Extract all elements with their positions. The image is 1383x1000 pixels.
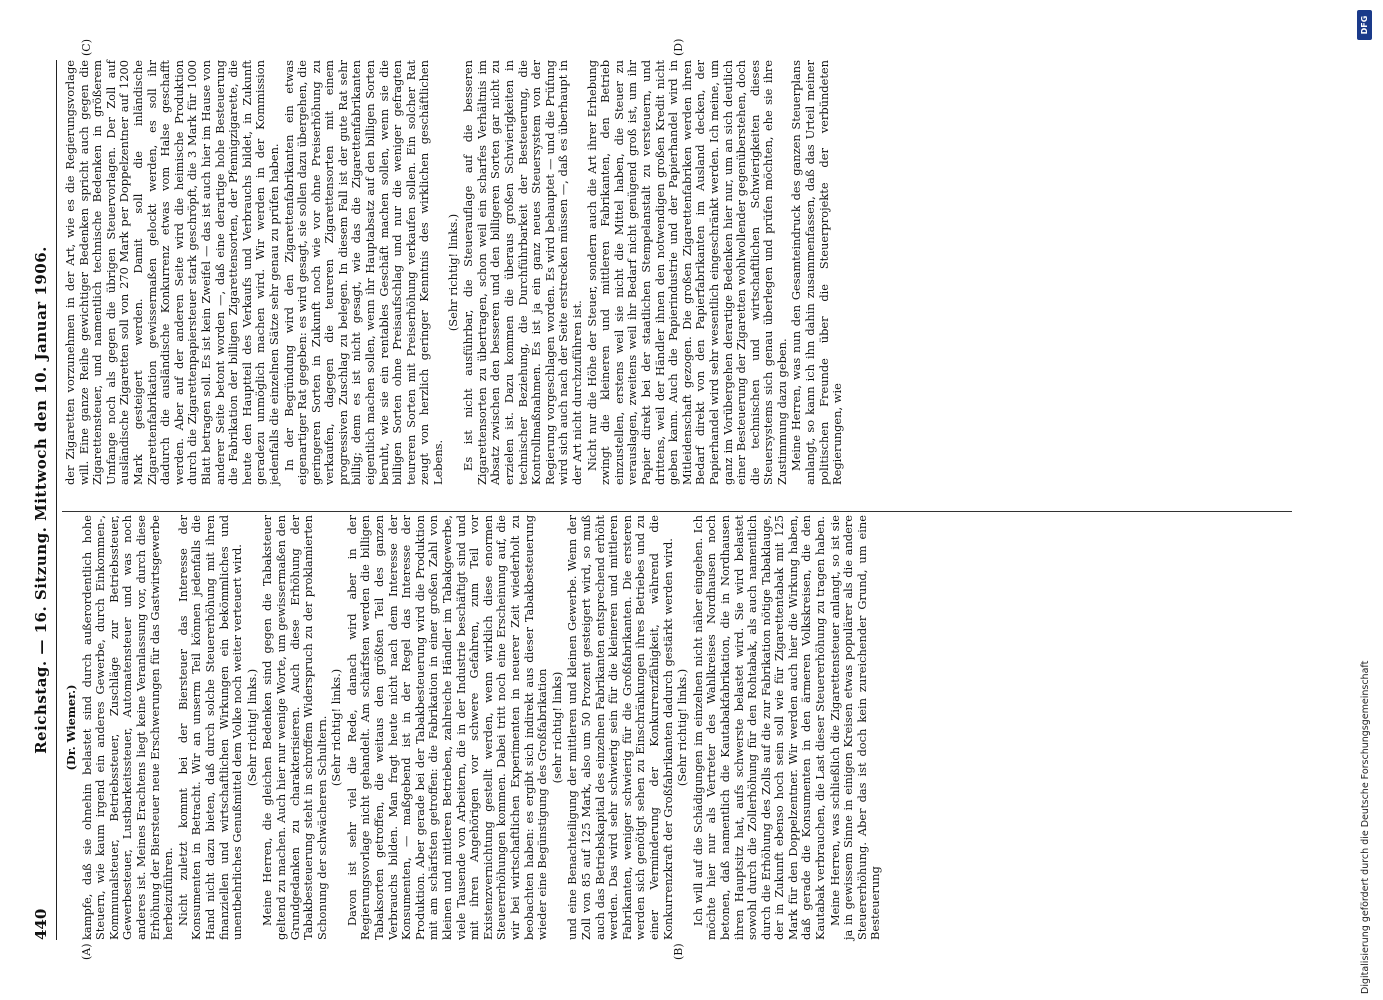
dfg-logo: DFG xyxy=(1357,10,1372,40)
interjection: (Sehr richtig! links.) xyxy=(675,668,690,787)
interjection: (Sehr richtig! links.) xyxy=(244,668,259,787)
header-rule xyxy=(56,60,57,940)
footer xyxy=(1355,0,1377,1000)
left-column xyxy=(64,515,884,940)
column-divider xyxy=(62,511,1292,512)
paragraph: Nicht zuletzt kommt bei der Biersteuer das Interesse der Konsumenten in Betracht. Wir an unserm Teil können jedenfalls die Hand nicht dazu bieten, daß durch solche Steuererhöhung mit ihren finanziellen und wirtschaftlichen Wirkungen ein bekömmliches und unentbehrliches Genußmittel dem Volke noch weiter verteuert wird. xyxy=(175,515,245,940)
paragraph: Meine Herren, was schließlich die Zigarettensteuer anlangt, so ist sie ja in gewissem Sinne in einigen Kreisen etwas populärer als die andere Steuererhöhung. Aber das ist doch kein zureichender Grund, um eine Besteuerung xyxy=(827,515,883,940)
paragraph: der Zigaretten vorzunehmen in der Art, wie es die Regierungsvorlage will. Eine ganze Reihe gewichtiger Bedenken spricht auch gegen die Zigarettensteuer, und namentlich technische Bedenken in größerem Umfange noch als gegen die übrigen Steuervorlagen. Der Zoll auf ausländische Zigaretten soll von 270 Mark per Doppelzentner auf 1200 Mark gesteigert werden. Damit soll die inländische Zigarettenfabrikation gewissermaßen gelockt werden, es soll ihr dadurch die ausländische Konkurrenz etwas vom Halse geschafft werden. Aber auf der anderen Seite wird die heimische Produktion durch die Zigarettenpapiersteuer stark geschröpft, die 3 Mark für 1000 Blatt betragen soll. Es ist kein Zweifel — das ist auch hier im Hause von anderer Seite betont worden —, daß eine derartige hohe Besteuerung die Fabrikation der billigen Zigarettensorten, der Pfennigzigarette, die heute den Hauptteil des Verkaufs und Verbrauchs bildet, in Zukunft geradezu unmöglich machen wird. Wir werden in der Kommission jedenfalls die einzelnen Sätze sehr genau zu prüfen haben. xyxy=(63,60,281,485)
speaker-name: (Dr. Wiemer.) xyxy=(64,684,78,771)
interjection: (Sehr richtig! links.) xyxy=(445,213,460,332)
margin-mark-b: (B) xyxy=(672,943,685,960)
paragraph: In der Begründung wird den Zigarettenfabrikanten ein etwas eigenartiger Rat gegeben: es wird gesagt, sie sollen dazu übergehen, die geringeren Sorten in Zukunft noch wie vor ohne Preiserhöhung zu verkaufen, dagegen die teureren Zigarettensorten mit einem progressiven Zuschlag zu belegen. In diesem Fall ist der gute Rat sehr billig; denn es ist nicht gesagt, wie das die Zigarettenfabrikanten eigentlich machen sollen, wenn ihr Hauptabsatz auf den billigen Sorten beruht, wie sie ein rentables Geschäft machen sollen, wenn sie die billigen Sorten ohne Preisaufschlag und nur die weniger gefragten teureren Sorten mit Preiserhöhung verkaufen sollen. Ein solcher Rat zeugt von herzlich geringer Kenntnis des wirklichen geschäftlichen Lebens. xyxy=(281,60,446,485)
page-number: 440 xyxy=(32,908,50,940)
right-column xyxy=(64,60,846,485)
margin-mark-d: (D) xyxy=(672,38,685,56)
digitization-credit: Digitalisierung gefördert durch die Deutsche Forschungsgemeinschaft xyxy=(1360,660,1371,994)
paragraph: Meine Herren, was nun den Gesamteindruck des ganzen Steuerplans anlangt, so kann ich ihn dahin zusammenfassen, daß das Urteil meiner politischen Freunde über die Steuerprojekte der verbündeten Regierungen, wie xyxy=(789,60,845,485)
page-header xyxy=(30,60,56,940)
paragraph: Es ist nicht ausführbar, die Steuerauflage auf die besseren Zigarettensorten zu übertragen, schon weil ein scharfes Verhältnis im Absatz zwischen den besseren und den billigeren Sorten gar nicht zu erzielen ist. Dazu kommen die überaus großen Schwierigkeiten in technischer Beziehung, die Durchführbarkeit der Besteuerung, die Kontrollmaßnahmen. Es ist ja ein ganz neues Steuersystem von der Regierung vorgeschlagen worden. Es wird behauptet — und die Prüfung wird sich auch nach der Seite erstrecken müssen —, daß es überhaupt in der Art nicht durchzuführen ist. xyxy=(461,60,584,485)
margin-mark-c: (C) xyxy=(80,39,93,56)
interjection: (Sehr richtig! links.) xyxy=(329,668,344,787)
interjection: (sehr richtig! links) xyxy=(549,671,564,784)
margin-mark-a: (A) xyxy=(80,943,93,960)
paragraph: Meine Herren, die gleichen Bedenken sind gegen die Tabaksteuer geltend zu machen. Auch hier nur wenige Worte, um gewissermaßen den Grundgedanken zu charakterisieren. Auch diese Erhöhung der Tabakbesteuerung steht in schroffem Widerspruch zu der proklamierten Schonung der schwächeren Schultern. xyxy=(260,515,329,940)
paragraph: Davon ist sehr viel die Rede, danach wird aber in der Regierungsvorlage nicht gehandelt. Am schärfsten werden die billigen Tabaksorten getroffen, die weitaus den größten Teil des ganzen Verbrauchs bilden. Man fragt heute nicht nach dem Interesse der Konsumenten, — maßgebend ist in der Regel das Interesse der Produktion. Aber gerade bei der Tabakbesteuerung wird die Produktion mit am schärfsten getroffen: die Fabrikation in einer großen Zahl von kleinen und mittleren Betrieben, zahlreiche Händler im Tabakgewerbe, viele Tausende von Arbeitern, die in der Industrie beschäftigt sind und mit ihren Angehörigen vor schwere Gefahren, zum Teil vor Existenzvernichtung gestellt werden, wenn wirklich diese enormen Steuererhöhungen kommen. Dabei tritt noch eine Erscheinung auf, die wir bei wirtschaftlichen Experimenten in neuerer Zeit wiederholt zu beobachten haben: es ergibt sich indirekt aus dieser Tabakbesteuerung wieder eine Begünstigung des Großfabrikation xyxy=(344,515,550,940)
paragraph: Nicht nur die Höhe der Steuer, sondern auch die Art ihrer Erhebung zwingt die kleineren und mittleren Fabrikanten, den Betrieb einzustellen, erstens weil sie nicht die Mittel haben, die Steuer zu verauslagen, zweitens weil ihr Bedarf nicht genügend groß ist, um ihr Papier direkt bei der staatlichen Stempelanstalt zu versteuern, und drittens, weil der Händler ihnen den notwendigen großen Kredit nicht geben kann. Auch die Papierindustrie und der Papierhandel wird in Mitleidenschaft gezogen. Die großen Zigarettenfabriken werden ihren Bedarf direkt von den Papierfabrikanten im Ausland decken, der Papierhandel wird sehr wesentlich eingeschränkt werden. Ich meine, um ganz im Vorübergehen derartige Bedenken hier nur, um an sich deutlich einer Besteuerung der Zigaretten wohlwollender gegenüberstehen, doch die technischen und wirtschaftlichen Schwierigkeiten dieses Steuersystems sich genau überlegen und prüfen möchten, ehe sie ihre Zustimmung dazu geben. xyxy=(584,60,789,485)
running-head: Reichstag. — 16. Sitzung. Mittwoch den 10. Januar 1906. xyxy=(32,246,50,754)
paragraph: Ich will auf die Schädigungen im einzelnen nicht näher eingehen. Ich möchte hier nur als Vertreter des Wahlkreises Nordhausen noch betonen, daß namentlich die Kautabakfabrikation, die in Nordhausen ihren Hauptsitz hat, aufs schwerste belastet wird. Sie wird belastet sowohl durch die Zollerhöhung für den Rohtabak, als auch namentlich durch die Erhöhung des Zolls auf die zur Fabrikation nötige Tabaklauge, der in Zukunft ebenso hoch sein soll wie für Zigarettentabak mit 125 Mark für den Doppelzentner. Wir werden auch hier die Wirkung haben, daß gerade die Konsumenten in den ärmeren Volkskreisen, die den Kautabak verbrauchen, die Last dieser Steuererhöhung zu tragen haben. xyxy=(690,515,828,940)
paragraph: und eine Benachteiligung der mittleren und kleinen Gewerbe. Wenn der Zoll von 85 auf 125 Mark, also um 50 Prozent gesteigert wird, so muß auch das Betriebskapital des einzelnen Fabrikanten entsprechend erhöht werden. Das wird sehr schwierig sein für die kleineren und mittleren Fabrikanten, weniger schwierig für die Großfabrikanten. Die ersteren werden sich genötigt sehen zu Einschränkungen ihres Betriebes und zu einer Verminderung der Konkurrenzfähigkeit, während die Konkurrenzkraft der Großfabrikanten dadurch gestärkt werden wird. xyxy=(565,515,675,940)
paragraph: kampfe, daß sie ohnehin belastet sind durch außerordentlich hohe Steuern, wie kaum irgend ein anderes Gewerbe, durch Einkommen-, Kommunalsteuer, Betriebssteuer, Zuschläge zur Betriebssteuer, Gewerbesteuer, Lustbarkeitssteuer, Automatensteuer und was noch anderes ist. Meines Erachtens liegt keine Veranlassung vor, durch diese Erhöhung der Biersteuer neue Erschwerungen für das Gastwirtsgewerbe herbeizuführen. xyxy=(79,515,176,940)
